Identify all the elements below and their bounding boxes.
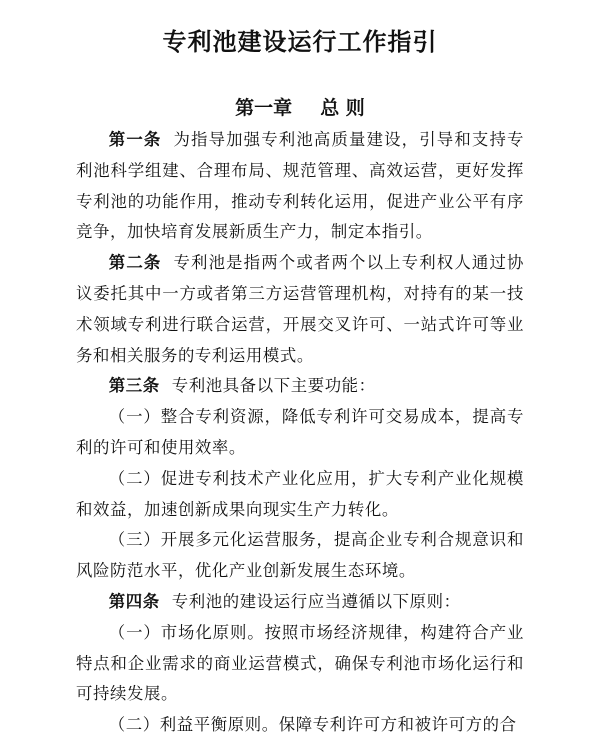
article-4-item-1 xyxy=(76,618,524,710)
chapter-label: 第一章 xyxy=(235,97,293,119)
article-2-paragraph xyxy=(76,248,524,371)
article-label: 第一条 xyxy=(108,130,162,149)
article-3-item-1 xyxy=(76,402,524,464)
chapter-name: 总 则 xyxy=(320,97,365,119)
article-4-item-2 xyxy=(76,710,524,741)
paragraph-text: 为指导加强专利池高质量建设，引导和支持专利池科学组建、合理布局、规范管理、高效运营，更好发挥专利池的功能作用，推动专利转化运用，促进产业公平有序竞争，加快培育发展新质生产力，制定本指引。 xyxy=(76,130,524,242)
article-3-paragraph xyxy=(76,371,524,402)
document-title: 专利池建设运行工作指引 xyxy=(162,28,438,56)
document-body xyxy=(76,125,524,741)
article-1-paragraph xyxy=(76,125,524,248)
article-4-paragraph xyxy=(76,587,524,618)
article-label: 第三条 xyxy=(108,376,160,396)
paragraph-text: 专利池的建设运行应当遵循以下原则： xyxy=(171,591,461,611)
article-3-item-2 xyxy=(76,464,524,526)
article-3-item-3 xyxy=(76,525,524,587)
paragraph-text: （二）利益平衡原则。保障专利许可方和被许可方的合 xyxy=(108,715,517,735)
paragraph-text: （三）开展多元化运营服务，提高企业专利合规意识和风险防范水平，优化产业创新发展生态环境。 xyxy=(76,530,524,581)
chapter-heading xyxy=(0,90,600,126)
article-label: 第四条 xyxy=(108,591,160,611)
paragraph-text: （二）促进专利技术产业化应用，扩大专利产业化规模和效益，加速创新成果向现实生产力转化。 xyxy=(76,468,524,519)
paragraph-text: 专利池是指两个或者两个以上专利权人通过协议委托其中一方或者第三方运营管理机构，对持有的某一技术领域专利进行联合运营，开展交叉许可、一站式许可等业务和相关服务的专利运用模式。 xyxy=(76,253,524,365)
article-label: 第二条 xyxy=(108,253,162,273)
paragraph-text: （一）市场化原则。按照市场经济规律，构建符合产业特点和企业需求的商业运营模式，确保专利池市场化运行和可持续发展。 xyxy=(76,622,524,704)
paragraph-text: （一）整合专利资源，降低专利许可交易成本，提高专利的许可和使用效率。 xyxy=(76,407,524,457)
paragraph-text: 专利池具备以下主要功能： xyxy=(171,376,376,396)
